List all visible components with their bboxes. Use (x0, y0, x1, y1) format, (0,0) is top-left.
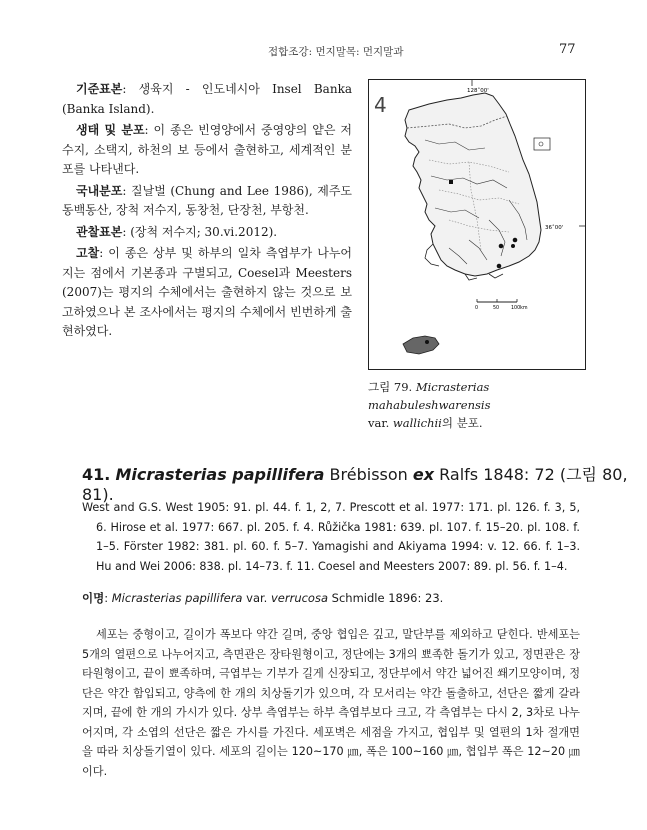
reference-list: West and G.S. West 1905: 91. pl. 44. f. 1, 2, 7. Prescott et al. 1977: 171. pl. 126. f. 3, 5, 6. Hirose et al. 1977: 667. pl. 205. f. 4. Růžička 1981: 639. pl. 107. f. 15–20. pl. 108. f. 1–5. Förster 1982: 381. pl. 60. f. 5–7. Yamagishi and Akiyama 1994: v. 12. 66. f. 1–3. Hu and Wei 2006: 838. pl. 14–73. f. 11. Coesel and Meesters 2007: 89. pl. 56. f. 1–4. (82, 501, 580, 573)
site-marker (425, 340, 429, 344)
domestic-distribution: 국내분포: 질날벌 (Chung and Lee 1986), 제주도 동백동산, 장척 저수지, 동창천, 단장천, 부항천. (62, 183, 352, 217)
lat-label: 36˚00' (545, 225, 564, 231)
caption-species: Micrasterias mahabuleshwarensis (368, 380, 491, 412)
map-number-mark: 4 (374, 93, 387, 117)
observed-specimen: 관찰표본: (장척 저수지; 30.vi.2012). (76, 224, 278, 239)
site-marker (449, 180, 453, 184)
site-marker (499, 244, 504, 249)
peninsula-shape (405, 93, 541, 276)
site-marker (511, 244, 515, 248)
ecology-label: 생태 및 분포 (76, 123, 145, 137)
synonym-label: 이명 (82, 591, 105, 605)
type-specimen: 기준표본: 생육지 - 인도네시아 Insel Banka (Banka Island). (62, 82, 352, 116)
ulleung-island (539, 142, 543, 146)
caption-variety: wallichii (392, 416, 442, 430)
site-marker (513, 238, 518, 243)
jeju-island (403, 336, 439, 354)
domestic-label: 국내분포 (76, 183, 123, 198)
species-notes (62, 80, 352, 344)
figure-caption: 그림 79. Micrasterias mahabuleshwarensis var. wallichii의 분포. (368, 380, 491, 430)
remarks: 고찰: 이 종은 상부 및 하부의 일차 측엽부가 나누어지는 점에서 기본종과 구별되고, Coesel과 Meesters (2007)는 평지의 수체에서는 출현하지 않는 것으로 보고하였으나 본 조사에서는 평지의 수체에서 빈번하게 출현하였다. (62, 246, 352, 338)
scale-50: 50 (493, 306, 500, 311)
scale-100: 100km (511, 306, 528, 311)
ulleung-inset (534, 138, 550, 150)
observed-label: 관찰표본 (76, 224, 123, 239)
species-heading: 41. Micrasterias papillifera Brébisson ex Ralfs 1848: 72 (그림 80, 81). (82, 465, 628, 504)
running-header: 접합조강: 먼지말목: 먼지말과 (268, 46, 404, 58)
lon-label: 128˚00' (467, 88, 489, 94)
ecology: 생태 및 분포: 이 종은 빈영양에서 중영양의 얕은 저수지, 소택지, 하천의 보 등에서 출현하고, 세계적인 분포를 나타낸다. (62, 123, 352, 176)
page-number: 77 (559, 42, 576, 57)
korea-map-svg (369, 80, 585, 369)
synonym: 이명: Micrasterias papillifera var. verrucosa Schmidle 1896: 23. (82, 591, 444, 605)
site-marker (497, 264, 502, 269)
species-description: 세포는 중형이고, 길이가 폭보다 약간 길며, 중앙 협입은 깊고, 말단부를 제외하고 닫힌다. 반세포는 5개의 열편으로 나누어지고, 측면관은 장타원형이고, 정단에는 3개의 뾰족한 돌기가 있고, 정면관은 장타원형이고, 끝이 뾰족하며, 극엽부는 기부가 길게 신장되고, 정단부에서 약간 넓어진 쐐기모양이며, 정단은 약간 함입되고, 양측에 한 개의 치상돌기가 있으며, 각 모서리는 약간 돌출하고, 선단은 짧게 갈라지며, 끝에 한 개의 가시가 있다. 상부 측엽부는 하부 측엽부보다 크고, 각 측엽부는 다시 2, 3차로 나누어지며, 각 소엽의 선단은 짧은 가시를 가진다. 세포벽은 세점을 가지고, 협입부 및 열편의 1차 절개면을 따라 치상돌기열이 있다. 세포의 길이는 120~170 ㎛, 폭은 100~160 ㎛, 협입부 폭은 12~20 ㎛이다. (82, 628, 580, 778)
distribution-map (368, 79, 586, 370)
type-label: 기준표본 (76, 82, 123, 96)
remarks-label: 고찰 (76, 246, 100, 260)
species-name: Micrasterias papillifera (115, 465, 325, 484)
references (82, 498, 580, 576)
scale-0: 0 (475, 306, 479, 311)
